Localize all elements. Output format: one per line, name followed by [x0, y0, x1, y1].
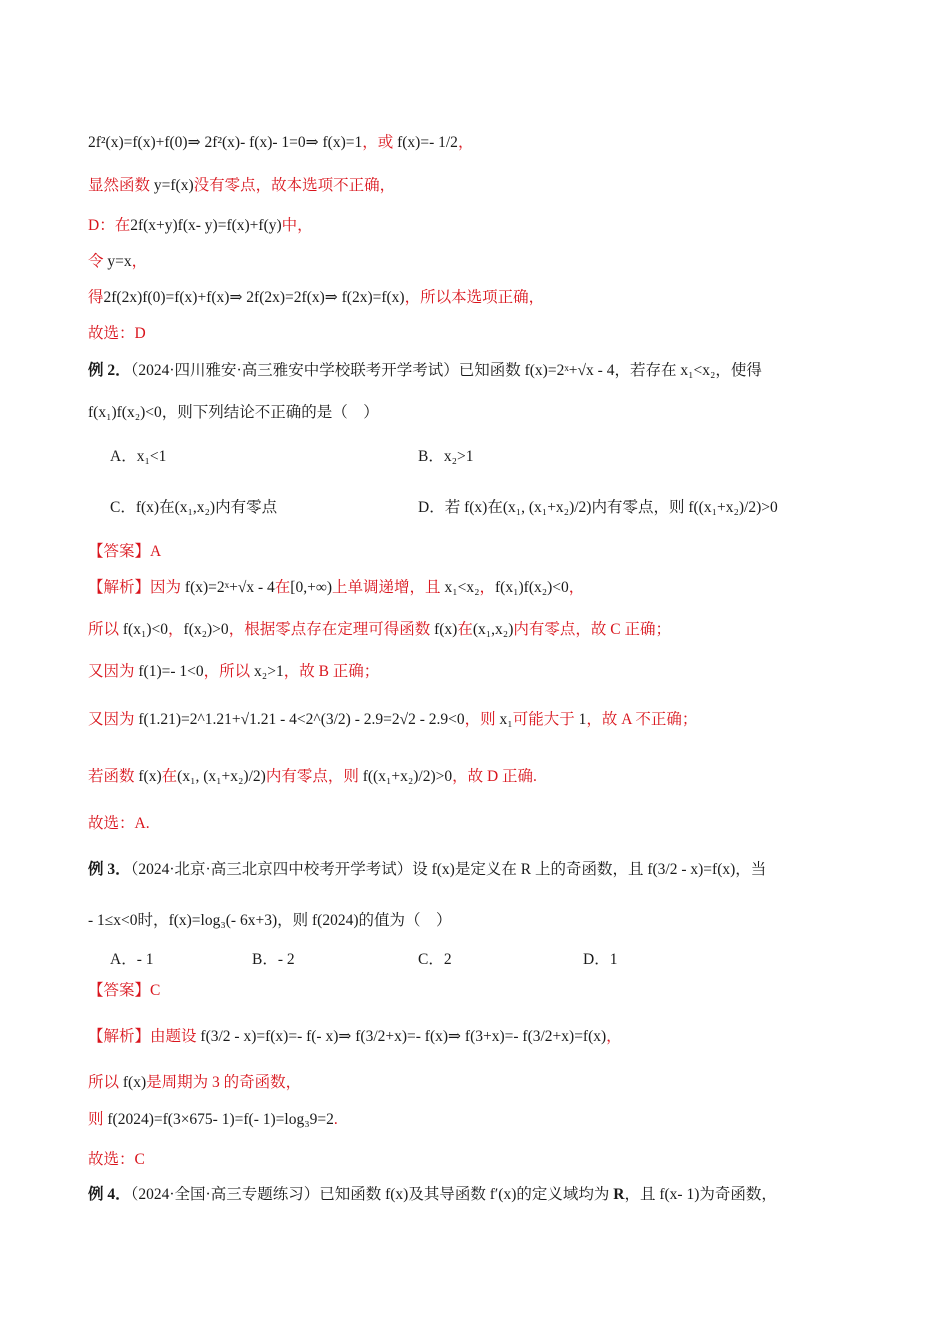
solution-text: . [333, 1111, 338, 1128]
ex3-option-b [252, 949, 295, 971]
option-text: - 1 [136, 951, 154, 968]
option-text: 若 f(x)在(x₁, (x₁+x₂)/2)内有零点，则 f((x₁+x₂)/2)>0 [444, 499, 778, 516]
solution-text: ，根据零点存在定理可得函数 [228, 621, 435, 638]
ex2-option-c [110, 497, 277, 519]
text-line-l7 [88, 360, 762, 382]
solution-text: ，所以 [203, 663, 255, 680]
text-line-l2 [88, 175, 395, 197]
math-text: （2024·四川雅安·高三雅安中学校联考开学考试）已知函数 [130, 362, 525, 379]
solution-text: 【答案】 [88, 982, 151, 999]
option-text: 1 [609, 951, 618, 968]
solution-text: ， [168, 621, 184, 638]
option-label: D． [583, 951, 610, 968]
solution-text: ， [606, 1028, 622, 1045]
math-text: （2024·全国·高三专题练习）已知函数 [130, 1186, 386, 1203]
solution-text: 所以 [88, 1074, 123, 1091]
solution-text: 内有零点，故 C 正确； [513, 621, 671, 638]
ex2-option-b [418, 446, 474, 468]
solution-text: 在 [274, 579, 291, 596]
text-line-l8 [88, 402, 379, 424]
solution-text: ， [131, 253, 148, 270]
text-line-l10 [88, 541, 161, 563]
text-line-l25 [88, 1184, 777, 1206]
math-text: f(x)=2ˣ+√x - 4 [524, 362, 615, 379]
math-text: f(2024) [312, 912, 359, 929]
text-line-l17 [88, 859, 766, 881]
text-line-l12 [88, 619, 671, 641]
math-text: 及其导函数 [408, 1186, 490, 1203]
option-label: C． [110, 499, 136, 516]
math-text: (x₁,x₂) [472, 621, 514, 638]
text-line-l20 [88, 980, 160, 1002]
solution-text: 得 [88, 289, 104, 306]
math-text: f(x) [385, 1186, 409, 1203]
option-label: A． [110, 951, 137, 968]
math-text: （2024·北京·高三北京四中校考开学考试）设 [130, 861, 432, 878]
math-text: 为奇函数， [699, 1186, 777, 1203]
math-text: R [520, 861, 532, 878]
math-text: f(1)=- 1<0 [138, 663, 204, 680]
option-text: x₂>1 [443, 448, 474, 465]
solution-text: 内有零点，则 [265, 768, 363, 785]
solution-text: 故选：D [88, 325, 146, 342]
text-line-l15 [88, 766, 537, 788]
solution-text: 则 [88, 1111, 108, 1128]
math-text: x₂>1 [254, 663, 284, 680]
solution-text: ， [568, 579, 585, 596]
math-text: (x₁, (x₁+x₂)/2) [177, 768, 266, 785]
solution-text: ，则 [464, 711, 500, 728]
text-line-l4 [88, 251, 147, 273]
example-label: R [613, 1186, 625, 1203]
text-line-l5 [88, 287, 544, 309]
solution-text: 所以 [88, 621, 123, 638]
math-text: 1 [578, 711, 587, 728]
solution-text: 【解析】 [88, 579, 151, 596]
math-text: f(x₁)f(x₂)<0 [88, 404, 162, 421]
solution-text: ，故 D 正确. [452, 768, 537, 785]
solution-text: ，所以本选项正确， [404, 289, 545, 306]
solution-text: 因为 [150, 579, 185, 596]
solution-text: 又因为 [88, 663, 139, 680]
math-text: f(2024)=f(3×675- 1)=f(- 1)=log₃9=2 [107, 1111, 334, 1128]
option-label: B． [418, 448, 444, 465]
solution-text: ，故 B 正确； [283, 663, 380, 680]
text-line-l23 [88, 1109, 338, 1131]
option-text: x₁<1 [136, 448, 167, 465]
text-line-l24 [88, 1149, 145, 1171]
option-text: - 2 [277, 951, 295, 968]
solution-text: C [150, 982, 161, 999]
solution-text: A [150, 543, 162, 560]
math-text: f(x) [138, 768, 162, 785]
solution-text: 在 [161, 768, 178, 785]
solution-text: 可能大于 [512, 711, 579, 728]
solution-text: 【解析】 [88, 1028, 151, 1045]
math-text: ，当 [735, 861, 767, 878]
solution-text: 由题设 [150, 1028, 201, 1045]
text-line-l13 [88, 661, 379, 683]
math-text: 的值为（ ） [358, 912, 452, 929]
option-label: B． [252, 951, 278, 968]
solution-text: 在 [457, 621, 473, 638]
math-text: f((x₁+x₂)/2)>0 [362, 768, 453, 785]
math-text: f(x)=2ˣ+√x - 4 [184, 579, 275, 596]
text-line-l3 [88, 215, 313, 237]
math-text: 是定义在 [454, 861, 521, 878]
example-label: 例 2． [88, 362, 131, 379]
solution-text: 显然函数 [88, 177, 154, 194]
solution-text: ，故 A 不正确； [586, 711, 698, 728]
math-text: y=f(x) [153, 177, 194, 194]
math-text: x₁<x₂ [680, 362, 716, 379]
ex2-option-d [418, 497, 778, 519]
math-text: 2f²(x)=f(x)+f(0)⇒ 2f²(x)- f(x)- 1=0⇒ f(x)=1 [88, 134, 363, 151]
solution-text: D：在 [88, 217, 131, 234]
math-text: ，则下列结论不正确的是（ ） [161, 404, 379, 421]
text-line-l16 [88, 813, 150, 835]
math-text: 的定义域均为 [516, 1186, 614, 1203]
solution-text: 没有零点，故本选项不正确， [193, 177, 396, 194]
solution-text: 令 [88, 253, 108, 270]
solution-text: 又因为 [88, 711, 139, 728]
solution-text: 故选：A. [88, 815, 150, 832]
option-label: A． [110, 448, 137, 465]
math-text: f(x)=log₃(- 6x+3) [168, 912, 278, 929]
math-text: - 1≤x<0 [88, 912, 138, 929]
text-line-l11 [88, 577, 584, 599]
ex2-option-a [110, 446, 166, 468]
text-line-l22 [88, 1072, 301, 1094]
option-label: D． [418, 499, 445, 516]
solution-text: 若函数 [88, 768, 139, 785]
math-text: f(x- 1) [659, 1186, 700, 1203]
example-label: 例 3． [88, 861, 131, 878]
solution-text: 是周期为 3 的奇函数， [146, 1074, 302, 1091]
solution-text: 【答案】 [88, 543, 151, 560]
math-text: x₁<x₂ [444, 579, 480, 596]
text-line-l6 [88, 323, 146, 345]
solution-text: 故选：C [88, 1151, 145, 1168]
math-text: f(x) [122, 1074, 147, 1091]
solution-text: 上单调递增，且 [332, 579, 445, 596]
math-text: ，使得 [715, 362, 762, 379]
text-line-l14 [88, 709, 697, 731]
text-line-l21 [88, 1026, 622, 1048]
math-text: x₁ [499, 711, 513, 728]
ex3-option-a [110, 949, 154, 971]
ex3-option-d [583, 949, 617, 971]
example-label: 例 4． [88, 1186, 131, 1203]
math-text: f(x) [431, 861, 455, 878]
text-line-l1 [88, 132, 473, 154]
math-text: 2f(x+y)f(x- y)=f(x)+f(y) [130, 217, 282, 234]
math-text: f(x₁)<0 [122, 621, 169, 638]
math-text: f(3/2 - x)=f(x) [647, 861, 736, 878]
solution-text: ， [457, 134, 474, 151]
text-line-l18 [88, 910, 452, 932]
math-text: ，则 [277, 912, 312, 929]
math-text: f(x₁)f(x₂)<0 [495, 579, 569, 596]
math-text: 上的奇函数，且 [531, 861, 648, 878]
solution-text: ，或 [362, 134, 398, 151]
solution-text: 中， [281, 217, 313, 234]
math-text: 2f(2x)f(0)=f(x)+f(x)⇒ 2f(2x)=2f(x)⇒ f(2x)=f(x) [103, 289, 405, 306]
math-text: f(1.21)=2^1.21+√1.21 - 4<2^(3/2) - 2.9=2√2 - 2.9<0 [138, 711, 465, 728]
solution-text: ， [479, 579, 496, 596]
math-text: f(3/2 - x)=f(x)=- f(- x)⇒ f(3/2+x)=- f(x)⇒ f(3+x)=- f(3/2+x)=f(x) [200, 1028, 607, 1045]
math-text: f(x)=- 1/2 [397, 134, 458, 151]
math-text: y=x [107, 253, 132, 270]
math-text: f′(x) [489, 1186, 517, 1203]
math-text: [0,+∞) [290, 579, 333, 596]
option-label: C． [418, 951, 444, 968]
option-text: 2 [443, 951, 452, 968]
math-text: ，且 [624, 1186, 660, 1203]
math-text: f(x) [434, 621, 458, 638]
math-text: 时， [137, 912, 169, 929]
math-text: f(x₂)>0 [183, 621, 229, 638]
option-text: f(x)在(x₁,x₂)内有零点 [135, 499, 278, 516]
ex3-option-c [418, 949, 452, 971]
math-text: ，若存在 [614, 362, 681, 379]
